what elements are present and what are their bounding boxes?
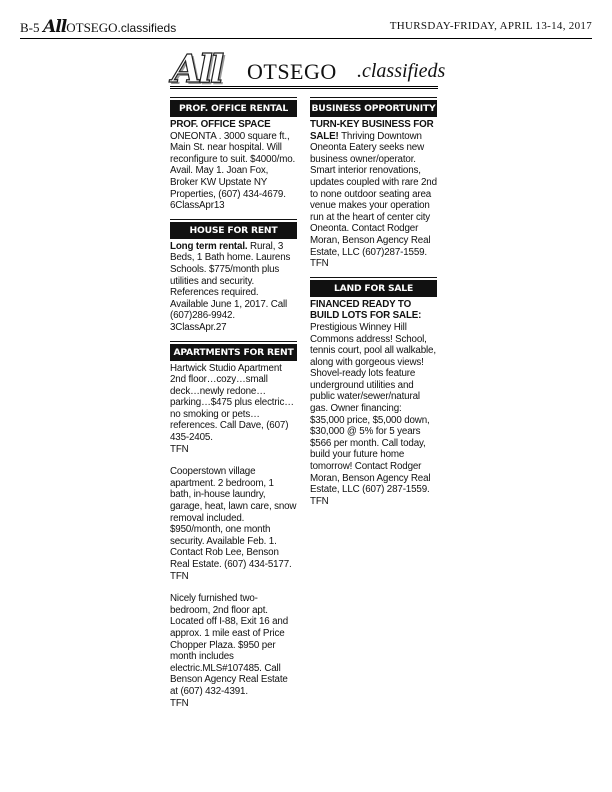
category-heading-office-rental: PROF. OFFICE RENTAL (170, 100, 297, 117)
masthead-all-logo: All (172, 46, 222, 91)
category-heading-business-opportunity: BUSINESS OPPORTUNITY (310, 100, 437, 117)
ad-body: Rural, 3 Beds, 1 Bath home. Laurens Schools. $775/month plus utilities and security. References required. Available June 1, 2017. Call (607)286-9942. (170, 240, 291, 322)
ad-reference: TFN (170, 443, 189, 455)
section-masthead (170, 46, 446, 91)
ad-reference: TFN (170, 697, 189, 709)
ad-reference: TFN (310, 258, 329, 270)
ad-body: Thriving Downtown Oneonta Eatery seeks new business owner/operator. Smart interior renovations, updates coupled with rare 2nd to none outdoor seating area venue makes your operation run at the heart of center city Oneonta. Contact Rodger Moran, Benson Agency Real Estate, LLC (607)287-1559. (310, 130, 437, 258)
brand-otsego: OTSEGO (66, 20, 118, 35)
ad-reference: TFN (310, 495, 329, 507)
ad-lead: TURN-KEY BUSINESS FOR SALE! (310, 119, 434, 142)
category-heading-house-for-rent: HOUSE FOR RENT (170, 222, 297, 239)
right-column (310, 100, 437, 507)
ad-body: Hartwick Studio Apartment 2nd floor…cozy…small deck…newly redone…parking…$475 plus electric…no smoking or pets…references. Call Dave, (607) 435-2405. (170, 362, 294, 444)
ad-reference: 3ClassApr.27 (170, 321, 227, 333)
category-heading-land-for-sale: LAND FOR SALE (310, 280, 437, 297)
ad-lead: Long term rental. (170, 240, 248, 252)
brand-classifieds: .classifieds (117, 21, 177, 35)
classified-ad (170, 593, 297, 709)
brand-all-logo: All (43, 17, 67, 37)
running-head (20, 16, 592, 39)
masthead-classifieds: .classifieds (357, 60, 446, 82)
classified-ad (170, 466, 297, 582)
classified-ad (170, 241, 297, 334)
issue-date: THURSDAY-FRIDAY, APRIL 13-14, 2017 (389, 20, 592, 32)
ad-body: Cooperstown village apartment. 2 bedroom, 1 bath, in-house laundry, garage, heat, lawn care, snow removal included. $950/month, one month security. Available Feb. 1. Contact Rob Lee, Benson Real Estate. (607) 434-5177. (170, 466, 297, 570)
ad-reference: TFN (170, 570, 189, 582)
ad-lead: FINANCED READY TO BUILD LOTS FOR SALE: (310, 298, 422, 322)
ad-body: Nicely furnished two-bedroom, 2nd floor apt. Located off I-88, Exit 16 and approx. 1 mile east of Price Chopper Plaza. $950 per month includes electric.MLS#107485. Call Benson Agency Real Estate at (607) 432-4391. (170, 593, 289, 697)
ad-body: ONEONTA . 3000 square ft., Main St. near hospital. Will reconfigure to suit. $4000/mo. Avail. May 1. Joan Fox, Broker KW Upstate NY Properties, (607) 434-4679. (170, 130, 296, 200)
masthead-otsego: OTSEGO (247, 59, 337, 84)
ad-lead: PROF. OFFICE SPACE (170, 119, 271, 130)
classified-ad (170, 119, 297, 212)
page-number: B-5 (20, 20, 40, 35)
category-heading-apartments-for-rent: APARTMENTS FOR RENT (170, 344, 297, 361)
classified-ad (310, 119, 437, 270)
classified-ad (170, 363, 297, 456)
running-head-brand (20, 17, 176, 37)
classified-ad (310, 299, 437, 508)
ad-body: Prestigious Winney Hill Commons address! School, tennis court, pool all walkable, along with gorgeous views! Shovel-ready lots feature underground utilities and public water/sewer/natural gas. Owner financing: $35,000 price, $5,000 down, $30,000 @ 5% for 5 years $566 per month. Call today, build your future home tomorrow! Contact Rodger Moran, Benson Agency Real Estate, LLC (607) 287-1559. (310, 321, 436, 496)
left-column (170, 100, 297, 709)
ad-reference: 6ClassApr13 (170, 200, 225, 212)
